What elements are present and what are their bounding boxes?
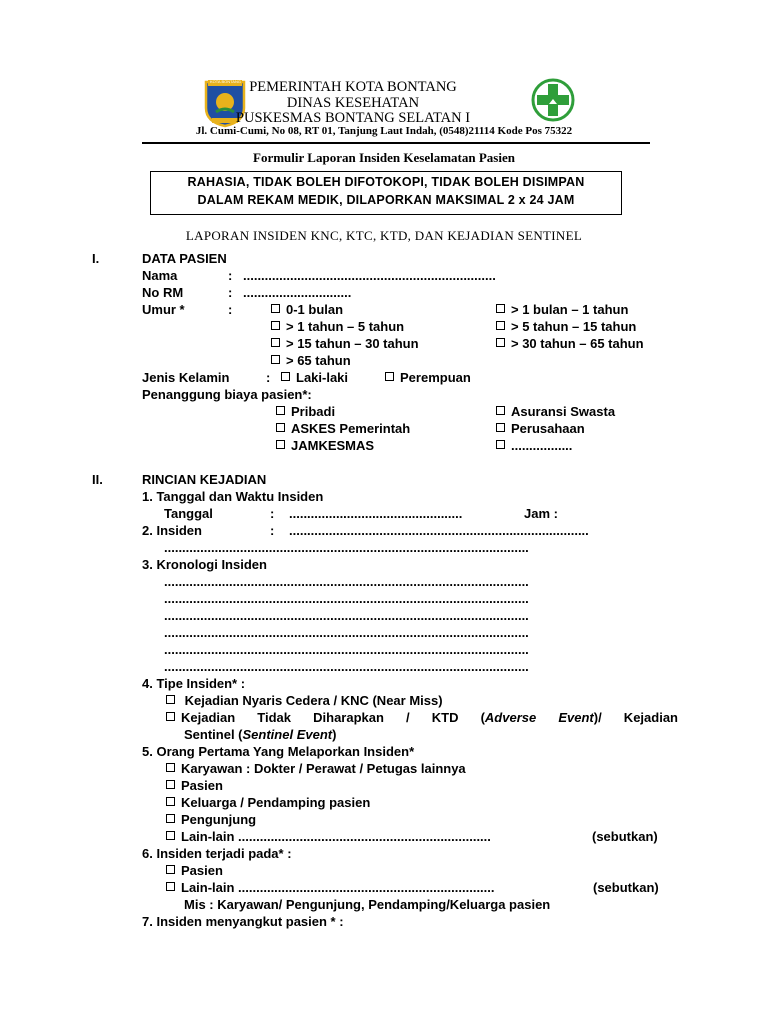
biaya-option[interactable]: Asuransi Swasta <box>496 404 615 419</box>
checkbox[interactable] <box>166 780 175 789</box>
checkbox[interactable] <box>276 406 285 415</box>
confidential-line-1: RAHASIA, TIDAK BOLEH DIFOTOKOPI, TIDAK BOLEH DISIMPAN <box>187 175 585 189</box>
jenis-kelamin-colon: : <box>266 370 271 385</box>
biaya-label: Penanggung biaya pasien*: <box>142 387 312 402</box>
checkbox[interactable] <box>496 406 505 415</box>
tipe-option-knc[interactable]: Kejadian Nyaris Cedera / KNC (Near Miss) <box>166 693 443 708</box>
checkbox[interactable] <box>271 355 280 364</box>
confidential-notice <box>150 171 622 215</box>
header-address: Jl. Cumi-Cumi, No 08, RT 01, Tanjung Laut Indah, (0548)21114 Kode Pos 75322 <box>195 125 573 137</box>
kronologi-line[interactable]: ..................................................................................................... <box>164 591 529 606</box>
kronologi-line[interactable]: ..................................................................................................... <box>164 659 529 674</box>
checkbox[interactable] <box>166 865 175 874</box>
pelapor-option[interactable]: Pengunjung <box>166 812 256 827</box>
jk-option-laki[interactable]: Laki-laki <box>281 370 348 385</box>
jenis-kelamin-label: Jenis Kelamin <box>142 370 230 385</box>
item-6-label: 6. Insiden terjadi pada* : <box>142 846 292 861</box>
form-title: Formulir Laporan Insiden Keselamatan Pasien <box>253 150 515 165</box>
section-2-title: RINCIAN KEJADIAN <box>142 472 267 487</box>
section-1-numeral: I. <box>92 251 100 266</box>
tanggal-field[interactable]: ................................................ <box>289 506 463 521</box>
biaya-option[interactable]: ASKES Pemerintah <box>276 421 410 436</box>
terjadi-option-lain[interactable]: Lain-lain ....................................................................... <box>166 880 495 895</box>
pelapor-option[interactable]: Keluarga / Pendamping pasien <box>166 795 370 810</box>
checkbox[interactable] <box>271 304 280 313</box>
checkbox[interactable] <box>276 423 285 432</box>
item-7-label: 7. Insiden menyangkut pasien * : <box>142 914 344 929</box>
checkbox[interactable] <box>496 338 505 347</box>
checkbox[interactable] <box>281 372 290 381</box>
tipe-option-ktd-line-2: Sentinel (Sentinel Event) <box>184 727 337 742</box>
item-3-label: 3. Kronologi Insiden <box>142 557 267 572</box>
umur-label: Umur * <box>142 302 185 317</box>
umur-option[interactable]: > 15 tahun – 30 tahun <box>271 336 419 351</box>
item-5-label: 5. Orang Pertama Yang Melaporkan Insiden* <box>142 744 415 759</box>
jk-option-perempuan[interactable]: Perempuan <box>385 370 471 385</box>
insiden-field-line-2[interactable]: ..................................................................................................... <box>164 540 529 555</box>
checkbox[interactable] <box>166 814 175 823</box>
umur-option[interactable]: > 1 tahun – 5 tahun <box>271 319 404 334</box>
kronologi-line[interactable]: ..................................................................................................... <box>164 608 529 623</box>
biaya-option[interactable]: JAMKESMAS <box>276 438 374 453</box>
tanggal-colon: : <box>270 506 275 521</box>
pelapor-option[interactable]: Pasien <box>166 778 223 793</box>
checkbox[interactable] <box>166 797 175 806</box>
confidential-line-2: DALAM REKAM MEDIK, DILAPORKAN MAKSIMAL 2 x 24 JAM <box>197 193 575 207</box>
umur-option[interactable]: > 1 bulan – 1 tahun <box>496 302 628 317</box>
checkbox[interactable] <box>166 831 175 840</box>
item-4-label: 4. Tipe Insiden* : <box>142 676 246 691</box>
terjadi-option-pasien[interactable]: Pasien <box>166 863 223 878</box>
umur-option[interactable]: > 65 tahun <box>271 353 351 368</box>
nama-label: Nama <box>142 268 178 283</box>
sebutkan-hint: (sebutkan) <box>593 880 659 895</box>
norm-field[interactable]: .............................. <box>243 285 352 300</box>
nama-field[interactable]: ...................................................................... <box>243 268 496 283</box>
kronologi-line[interactable]: ..................................................................................................... <box>164 642 529 657</box>
jam-label[interactable]: Jam : <box>524 506 558 521</box>
header-divider <box>142 142 650 144</box>
report-title: LAPORAN INSIDEN KNC, KTC, KTD, DAN KEJADIAN SENTINEL <box>185 228 583 243</box>
sebutkan-hint: (sebutkan) <box>592 829 658 844</box>
kronologi-line[interactable]: ..................................................................................................... <box>164 625 529 640</box>
biaya-option-other[interactable]: ................. <box>496 438 572 453</box>
umur-option[interactable]: > 5 tahun – 15 tahun <box>496 319 636 334</box>
kronologi-line[interactable]: ..................................................................................................... <box>164 574 529 589</box>
header-government: PEMERINTAH KOTA BONTANG <box>249 79 457 95</box>
item-2-label: 2. Insiden <box>142 523 202 538</box>
checkbox[interactable] <box>166 763 175 772</box>
header-puskesmas: PUSKESMAS BONTANG SELATAN I <box>235 110 471 126</box>
checkbox[interactable] <box>166 882 175 891</box>
checkbox[interactable] <box>385 372 394 381</box>
insiden-field[interactable]: ................................................................................... <box>289 523 589 538</box>
header-department: DINAS KESEHATAN <box>286 95 420 111</box>
umur-colon: : <box>228 302 233 317</box>
pelapor-option[interactable]: Karyawan : Dokter / Perawat / Petugas lainnya <box>166 761 466 776</box>
section-2-numeral: II. <box>92 472 103 487</box>
pelapor-option-lain[interactable]: Lain-lain ...................................................................... <box>166 829 491 844</box>
checkbox[interactable] <box>276 440 285 449</box>
umur-option[interactable]: 0-1 bulan <box>271 302 343 317</box>
norm-colon: : <box>228 285 233 300</box>
checkbox[interactable] <box>496 304 505 313</box>
norm-label: No RM <box>142 285 184 300</box>
biaya-option[interactable]: Pribadi <box>276 404 335 419</box>
logo-text: KOTA BONTANG <box>210 79 241 84</box>
item-1-label: 1. Tanggal dan Waktu Insiden <box>142 489 324 504</box>
terjadi-example-note: Mis : Karyawan/ Pengunjung, Pendamping/Keluarga pasien <box>184 897 551 912</box>
tipe-option-ktd[interactable]: Kejadian Tidak Diharapkan / KTD (Adverse Event)/ Kejadian <box>166 710 678 725</box>
tanggal-label: Tanggal <box>164 506 213 521</box>
checkbox[interactable] <box>166 695 175 704</box>
checkbox[interactable] <box>496 440 505 449</box>
biaya-option[interactable]: Perusahaan <box>496 421 585 436</box>
nama-colon: : <box>228 268 233 283</box>
checkbox[interactable] <box>271 321 280 330</box>
checkbox[interactable] <box>496 423 505 432</box>
checkbox[interactable] <box>271 338 280 347</box>
umur-option[interactable]: > 30 tahun – 65 tahun <box>496 336 644 351</box>
section-1-title: DATA PASIEN <box>142 251 227 266</box>
insiden-colon: : <box>270 523 275 538</box>
checkbox[interactable] <box>166 712 175 721</box>
checkbox[interactable] <box>496 321 505 330</box>
